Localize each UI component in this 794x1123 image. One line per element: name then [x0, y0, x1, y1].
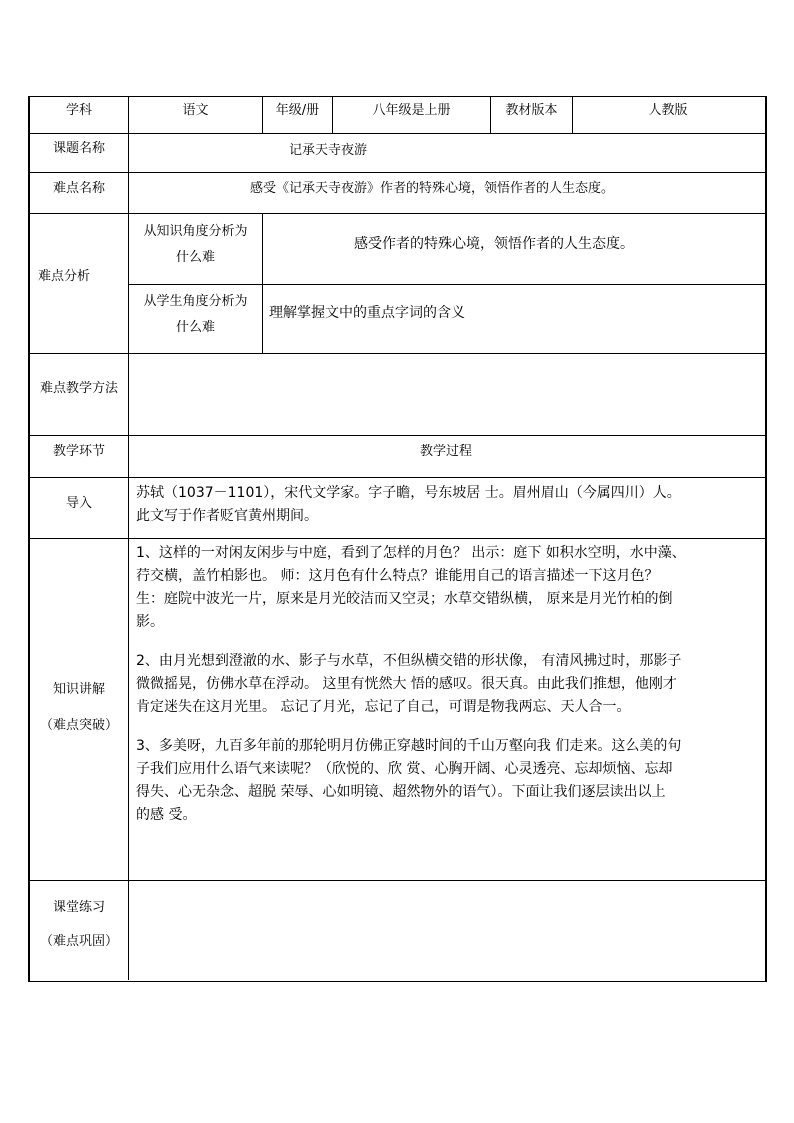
- process-value: 教学过程: [419, 444, 472, 459]
- intro-label: 导入: [65, 496, 92, 511]
- knowledge-angle-label-line2: 什么难: [175, 250, 215, 265]
- row-divider: [28, 538, 765, 539]
- knowledge-paragraph-3: [136, 735, 761, 827]
- difficulty-value: 感受《记承天寺夜游》作者的特殊心境，领悟作者的人生态度。: [250, 181, 615, 196]
- paragraph-line: 生：庭院中波光一片，原来是月光皎洁而又空灵；水草交错纵横， 原来是月光竹柏的倒: [136, 591, 673, 607]
- paragraph-line: 子我们应用什么语气来读呢？（欣悦的、欣 赏、心胸开阔、心灵透亮、忘却烦恼、忘却: [136, 761, 673, 777]
- grade-label: 年级/册: [275, 103, 320, 118]
- analysis-label: 难点分析: [37, 269, 90, 284]
- difficulty-label: 难点名称: [52, 181, 105, 196]
- row-divider: [28, 435, 765, 436]
- row-divider: [28, 172, 765, 173]
- knowledge-paragraph-2: [136, 650, 761, 719]
- paragraph-line: 3、多美呀，九百多年前的那轮明月仿佛正穿越时间的千山万壑向我 们走来。这么美的句: [136, 738, 682, 754]
- method-label: 难点教学方法: [39, 381, 118, 396]
- process-label: 教学环节: [52, 444, 105, 459]
- paragraph-line: 1、这样的一对闲友闲步与中庭，看到了怎样的月色？ 出示：庭下 如积水空明，水中藻、: [136, 545, 686, 561]
- column-divider: [262, 213, 263, 353]
- student-angle-label-line2: 什么难: [175, 320, 215, 335]
- paragraph-line: 的感 受。: [136, 807, 197, 823]
- paragraph-line: 微微摇晃，仿佛水草在浮动。 这里有恍然大 悟的感叹。很天真。由此我们推想，他刚才: [136, 676, 677, 692]
- edition-value: 人教版: [648, 103, 688, 118]
- intro-text: [136, 482, 761, 528]
- practice-label: [30, 898, 128, 952]
- intro-line: 苏轼（1037－1101），宋代文学家。字子瞻，号东坡居 士。眉州眉山（今属四川）人。: [136, 485, 681, 501]
- knowledge-label-line1: 知识讲解: [52, 682, 105, 697]
- student-angle-label-line1: 从学生角度分析为: [143, 294, 248, 309]
- edition-label: 教材版本: [505, 103, 558, 118]
- row-divider: [128, 284, 765, 285]
- row-divider: [28, 133, 765, 134]
- paragraph-line: 肯定迷失在这月光里。 忘记了月光，忘记了自己，可谓是物我两忘、天人合一。: [136, 699, 631, 715]
- paragraph-line: 影。: [136, 614, 164, 630]
- lesson-title-value: 记承天寺夜游: [289, 143, 368, 158]
- knowledge-angle-label-line1: 从知识角度分析为: [143, 224, 248, 239]
- practice-label-line1: 课堂练习: [52, 900, 105, 915]
- row-divider: [28, 213, 765, 214]
- knowledge-label-line2: （难点突破）: [39, 718, 118, 733]
- knowledge-angle-label: [129, 222, 262, 268]
- row-divider: [28, 353, 765, 354]
- paragraph-line: 得失、心无杂念、超脱 荣辱、心如明镜、超然物外的语气）。下面让我们逐层读出以上: [136, 784, 666, 800]
- row-divider: [28, 880, 765, 881]
- knowledge-label: [30, 680, 128, 736]
- student-angle-value: 理解掌握文中的重点字词的含义: [269, 305, 465, 321]
- paragraph-line: 2、由月光想到澄澈的水、影子与水草，不但纵横交错的形状像， 有清风拂过时，那影子: [136, 653, 682, 669]
- intro-line: 此文写于作者贬官黄州期间。: [136, 508, 318, 524]
- grade-value: 八年级是上册: [372, 103, 451, 118]
- student-angle-label: [129, 292, 262, 338]
- subject-label: 学科: [65, 103, 92, 118]
- knowledge-angle-value: 感受作者的特殊心境，领悟作者的人生态度。: [354, 236, 634, 252]
- practice-label-line2: （难点巩固）: [39, 934, 118, 949]
- knowledge-paragraph-1: [136, 542, 761, 634]
- lesson-title-label: 课题名称: [52, 141, 105, 156]
- paragraph-line: 荇交横，盖竹柏影也。 师：这月色有什么特点？谁能用自己的语言描述一下这月色？: [136, 568, 659, 584]
- row-divider: [28, 477, 765, 478]
- subject-value: 语文: [182, 103, 209, 118]
